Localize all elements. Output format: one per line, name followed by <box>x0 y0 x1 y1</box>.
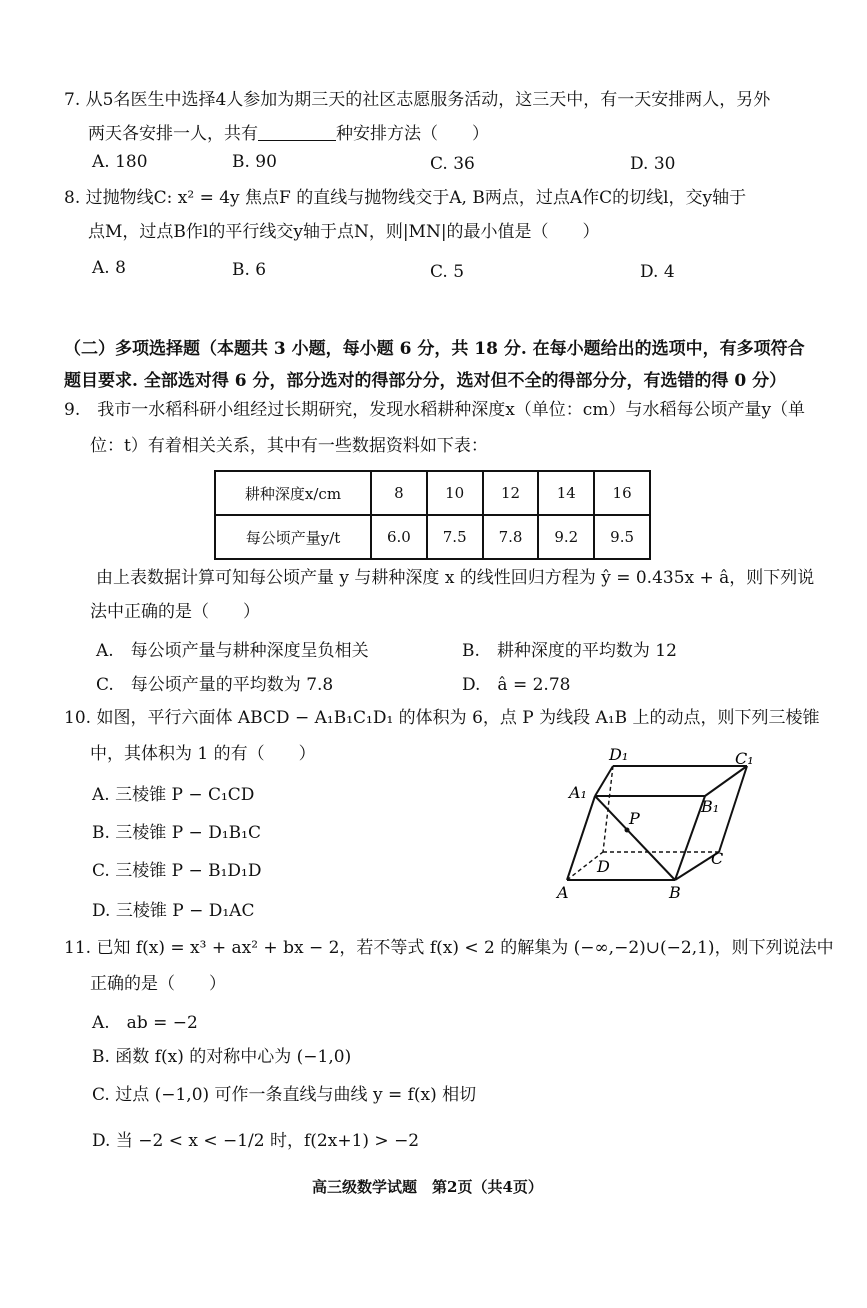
label-p: P <box>629 809 640 828</box>
section2-heading-line2: 题目要求. 全部选对得 6 分，部分选对的得部分分，选对但不全的得部分分，有选错的得 0 分） <box>64 371 787 391</box>
q11-option-d: D. 当 −2 < x < −1/2 时，f(2x+1) > −2 <box>92 1131 420 1151</box>
table-cell: 9.2 <box>538 515 594 559</box>
q10-option-d: D. 三棱锥 P − D₁AC <box>92 901 255 921</box>
q9-after-line1: 由上表数据计算可知每公顷产量 y 与耕种深度 x 的线性回归方程为 ŷ = 0.435x + â，则下列说 <box>96 568 815 588</box>
table-cell: 7.5 <box>427 515 483 559</box>
q8-stem-line2: 点M，过点B作l的平行线交y轴于点N，则|MN|的最小值是（ ） <box>88 222 600 242</box>
section2-heading-line1: （二）多项选择题（本题共 3 小题，每小题 6 分，共 18 分. 在每小题给出的选项中，有多项符合 <box>64 339 805 359</box>
q7-stem-line2 <box>88 116 489 152</box>
table-header-yield: 每公顷产量y/t <box>215 515 371 559</box>
edge-a1d1 <box>595 766 613 796</box>
q9-option-b: B. 耕种深度的平均数为 12 <box>462 641 677 661</box>
label-a: A <box>557 883 569 902</box>
q7-option-d: D. 30 <box>630 154 676 174</box>
q7-stem-prefix: 两天各安排一人，共有 <box>88 124 258 144</box>
q9-option-d: D. â = 2.78 <box>462 675 571 695</box>
table-cell: 7.8 <box>483 515 539 559</box>
q9-after-line2: 法中正确的是（ ） <box>90 602 260 622</box>
q7-stem-suffix: 种安排方法（ ） <box>336 124 489 144</box>
q9-option-a: A. 每公顷产量与耕种深度呈负相关 <box>96 641 369 661</box>
q8-option-c: C. 5 <box>430 262 465 282</box>
label-d: D <box>597 857 610 876</box>
edge-c1b1 <box>705 766 747 796</box>
table-row <box>215 471 650 515</box>
table-cell: 12 <box>483 471 539 515</box>
q11-option-c: C. 过点 (−1,0) 可作一条直线与曲线 y = f(x) 相切 <box>92 1085 477 1105</box>
label-a1: A₁ <box>569 783 587 802</box>
label-d1: D₁ <box>609 745 629 764</box>
q7-option-c: C. 36 <box>430 154 475 174</box>
label-c: C <box>711 849 724 868</box>
table-cell: 6.0 <box>371 515 427 559</box>
q7-option-a: A. 180 <box>92 152 148 172</box>
q7-answer-blank <box>258 120 336 141</box>
q10-option-b: B. 三棱锥 P − D₁B₁C <box>92 823 261 843</box>
q11-stem-line2: 正确的是（ ） <box>90 974 226 994</box>
q11-option-a: A. ab = −2 <box>92 1013 198 1033</box>
table-header-depth: 耕种深度x/cm <box>215 471 371 515</box>
q8-option-b: B. 6 <box>232 260 267 280</box>
q10-stem-line1: 10. 如图，平行六面体 ABCD − A₁B₁C₁D₁ 的体积为 6，点 P 为线段 A₁B 上的动点，则下列三棱锥 <box>64 708 820 728</box>
table-cell: 10 <box>427 471 483 515</box>
q10-stem-line2: 中，其体积为 1 的有（ ） <box>90 744 316 764</box>
q10-option-c: C. 三棱锥 P − B₁D₁D <box>92 861 262 881</box>
parallelepiped-figure <box>555 742 775 902</box>
q11-option-b: B. 函数 f(x) 的对称中心为 (−1,0) <box>92 1047 352 1067</box>
point-p <box>625 828 630 833</box>
q9-data-table <box>214 470 651 560</box>
q10-option-a: A. 三棱锥 P − C₁CD <box>92 785 255 805</box>
table-cell: 9.5 <box>594 515 650 559</box>
table-row <box>215 515 650 559</box>
q9-stem-line1: 9. 我市一水稻科研小组经过长期研究，发现水稻耕种深度x（单位：cm）与水稻每公顷产量y（单 <box>64 400 806 420</box>
q7-stem-line1: 7. 从5名医生中选择4人参加为期三天的社区志愿服务活动，这三天中，有一天安排两人，另外 <box>64 90 771 110</box>
label-c1: C₁ <box>735 749 754 768</box>
q9-option-c: C. 每公顷产量的平均数为 7.8 <box>96 675 334 695</box>
q7-option-b: B. 90 <box>232 152 277 172</box>
edge-c1c <box>719 766 747 852</box>
table-cell: 14 <box>538 471 594 515</box>
q8-stem-line1: 8. 过抛物线C: x² = 4y 焦点F 的直线与抛物线交于A, B两点，过点A作C的切线l，交y轴于 <box>64 188 747 208</box>
label-b1: B₁ <box>701 797 720 816</box>
q11-stem-line1: 11. 已知 f(x) = x³ + ax² + bx − 2，若不等式 f(x) < 2 的解集为 (−∞,−2)∪(−2,1)，则下列说法中 <box>64 938 834 958</box>
label-b: B <box>669 883 681 902</box>
table-cell: 8 <box>371 471 427 515</box>
q9-stem-line2: 位：t）有着相关关系，其中有一些数据资料如下表： <box>90 436 488 456</box>
q8-option-d: D. 4 <box>640 262 675 282</box>
table-cell: 16 <box>594 471 650 515</box>
page-footer: 高三级数学试题 第2页（共4页） <box>312 1178 543 1196</box>
edge-a1a <box>567 796 595 880</box>
q8-option-a: A. 8 <box>92 258 126 278</box>
